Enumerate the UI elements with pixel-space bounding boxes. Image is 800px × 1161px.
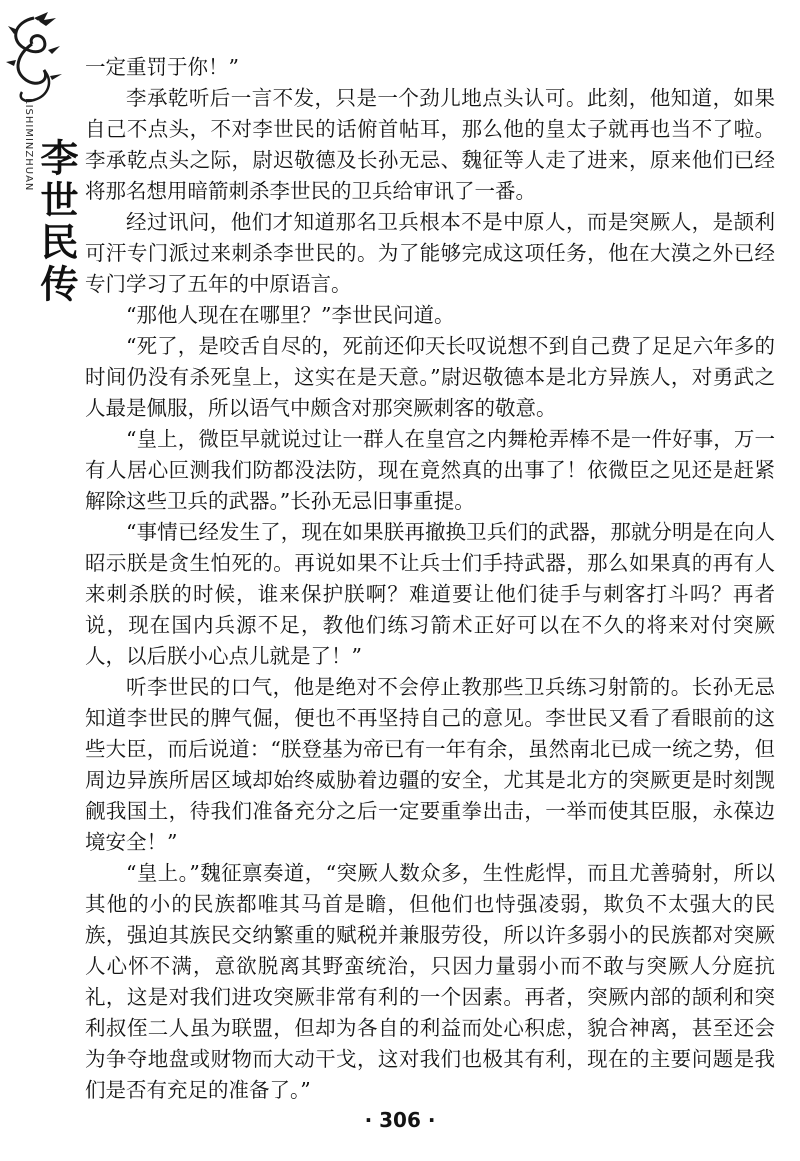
- latin-title: LISHIMINZHUAN: [23, 98, 34, 192]
- paragraph: 李承乾听后一言不发，只是一个劲儿地点头认可。此刻，他知道，如果自己不点头，不对李世民的话俯首帖耳，那么他的皇太子就再也当不了啦。李承乾点头之际，尉迟敬德及长孙无忌、魏征等人走了进来，原来他们已经将那名想用暗箭刺杀李世民的卫兵给审讯了一番。: [85, 86, 775, 203]
- paragraph: “那他人现在在哪里？”李世民问道。: [126, 303, 455, 327]
- page-number: · 306 ·: [364, 1108, 436, 1132]
- paragraph: “皇上。”魏征禀奏道，“突厥人数众多，生性彪悍，而且尤善骑射，所以其他的小的民族都唯其马首是瞻，但他们也恃强凌弱，欺负不太强大的民族，强迫其族民交纳繁重的赋税并兼服劳役，所以许多弱小的民族都对突厥人心怀不满，意欲脱离其野蛮统治，只因力量弱小而不敢与突厥人分庭抗礼，这是对我们进攻突厥非常有利的一个因素。再者，突厥内部的颉利和突利叔侄二人虽为联盟，但却为各自的利益而处心积虑，貌合神离，甚至还会为争夺地盘或财物而大动干戈，这对我们也极其有利，现在的主要问题是我们是否有充足的准备了。”: [85, 861, 775, 1102]
- book-title: 李世民传: [34, 138, 78, 306]
- paragraph: “皇上，微臣早就说过让一群人在皇宫之内舞枪弄棒不是一件好事，万一有人居心叵测我们防都没法防，现在竟然真的出事了！依微臣之见还是赶紧解除这些卫兵的武器。”长孙无忌旧事重提。: [85, 427, 775, 513]
- side-header: [0, 0, 78, 320]
- paragraph: “事情已经发生了，现在如果朕再撤换卫兵们的武器，那就分明是在向人昭示朕是贪生怕死的。再说如果不让兵士们手持武器，那么如果真的再有人来刺杀朕的时候，谁来保护朕啊？难道要让他们徒手与刺客打斗吗？再者说，现在国内兵源不足，教他们练习箭术正好可以在不久的将来对付突厥人，以后朕小心点儿就是了！”: [85, 520, 775, 668]
- paragraph: 一定重罚于你！”: [85, 55, 239, 79]
- paragraph: “死了，是咬舌自尽的，死前还仰天长叹说想不到自己费了足足六年多的时间仍没有杀死皇上，这实在是天意。”尉迟敬德本是北方异族人，对勇武之人最是佩服，所以语气中颇含对那突厥刺客的敬意。: [85, 334, 775, 420]
- dragon-ornament-icon: [4, 10, 64, 110]
- paragraph: 听李世民的口气，他是绝对不会停止教那些卫兵练习射箭的。长孙无忌知道李世民的脾气倔，便也不再坚持自己的意见。李世民又看了看眼前的这些大臣，而后说道：“朕登基为帝已有一年有余，虽然南北已成一统之势，但周边异族所居区域却始终威胁着边疆的安全，尤其是北方的突厥更是时刻觊觎我国土，待我们准备充分之后一定要重拳出击，一举而使其臣服，永葆边境安全！”: [85, 675, 775, 854]
- body-text: [85, 52, 775, 1106]
- paragraph: 经过讯问，他们才知道那名卫兵根本不是中原人，而是突厥人，是颉利可汗专门派过来刺杀李世民的。为了能够完成这项任务，他在大漠之外已经专门学习了五年的中原语言。: [85, 210, 775, 296]
